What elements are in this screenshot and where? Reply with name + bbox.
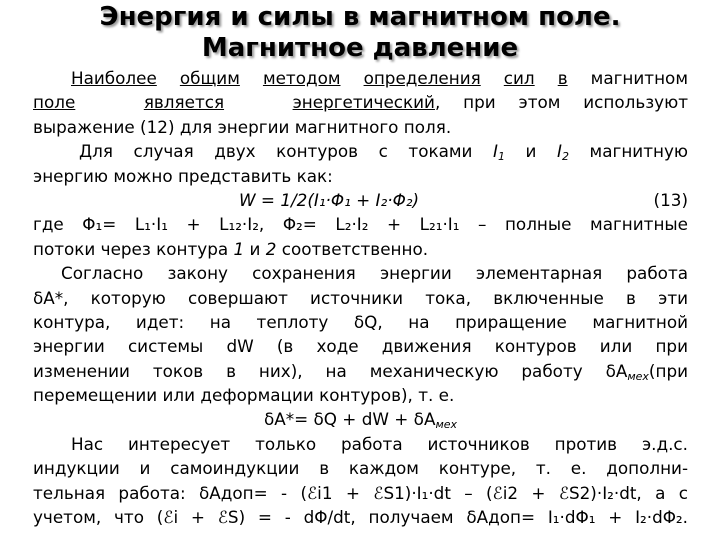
text: и: [504, 141, 558, 162]
word: поле: [33, 92, 76, 113]
paragraph-4-line-4: учетом, что (ℰi + ℰS) = - dΦ/dt, получаем δAдоп= I₁·dΦ₁ + I₂·dΦ₂.: [33, 507, 688, 528]
word: сил: [503, 68, 535, 88]
subscript: 2: [561, 150, 569, 164]
paragraph-1-line-2: [33, 90, 688, 114]
word: определения: [363, 68, 481, 88]
definition-line-2: [33, 237, 688, 261]
paragraph-3-line-6: перемещении или деформации контуров), т. е.: [33, 385, 455, 406]
subscript: мех: [627, 369, 649, 383]
word: магнитном: [590, 68, 688, 88]
contour-number: 2: [265, 238, 277, 259]
paragraph-3-line-3: контура, идет: на теплоту δQ, на приращение магнитной: [33, 311, 688, 332]
definition-line-1: где Φ₁= L₁·I₁ + L₁₂·I₂, Φ₂= L₂·I₂ + L₂₁·I₁ – полные магнитные: [33, 214, 688, 235]
text: магнитную: [568, 141, 688, 162]
equation-13: [33, 188, 688, 212]
title-line-2: Магнитное давление: [201, 33, 519, 63]
energy-balance-equation: [33, 407, 688, 431]
word: общим: [179, 68, 240, 88]
equation-13-number: (13): [653, 189, 688, 210]
slide-title: [0, 2, 720, 64]
paragraph-4-line-2: индукции и самоиндукции в каждом контуре, т. е. дополни-: [33, 458, 688, 479]
word: методом: [262, 68, 341, 88]
symbol: I: [493, 141, 498, 162]
word: Наиболее: [71, 68, 157, 88]
text: потоки через контура: [33, 238, 234, 259]
paragraph-1-line-3: выражение (12) для энергии магнитного поля.: [33, 116, 452, 137]
paragraph-2-line-1: [33, 139, 688, 163]
equation-13-text: W = 1/2(I₁·Φ₁ + I₂·Φ₂): [239, 189, 420, 210]
word: является: [143, 92, 225, 113]
paragraph-3-line-2: δA*, которую совершают источники тока, включенные в эти: [33, 287, 688, 308]
text: и: [244, 238, 266, 259]
contour-number: 1: [233, 238, 245, 259]
title-line-1: Энергия и силы в магнитном поле.: [99, 2, 621, 32]
paragraph-1-line-1: [33, 66, 688, 90]
text: (при: [648, 360, 688, 381]
subscript: 1: [497, 150, 505, 164]
equation-text: δA*= δQ + dW + δA: [263, 409, 436, 430]
paragraph-4-line-1: Нас интересует только работа источников против э.д.с.: [71, 433, 688, 454]
paragraph-4-line-3: тельная работа: δAдоп= - (ℰi1 + ℰS1)·I₁·dt – (ℰi2 + ℰS2)·I₂·dt, а с: [33, 482, 688, 503]
paragraph-3-line-5: [33, 359, 688, 383]
paragraph-2-line-2: энергию можно представить как:: [33, 165, 333, 186]
word: в: [557, 68, 568, 88]
slide-body: [33, 66, 688, 529]
symbol: I: [557, 141, 562, 162]
subscript: мех: [435, 418, 458, 432]
word: энергетический: [292, 92, 435, 113]
paragraph-3-line-4: энергии системы dW (в ходе движения контуров или при: [33, 336, 688, 357]
paragraph-3-line-1: Согласно закону сохранения энергии элементарная работа: [61, 263, 688, 284]
text: Для случая двух контуров с токами: [79, 141, 494, 162]
text: , при этом используют: [434, 92, 688, 113]
text: изменении токов в них), на механическую работу δA: [33, 360, 628, 381]
text: соответственно.: [276, 238, 429, 259]
